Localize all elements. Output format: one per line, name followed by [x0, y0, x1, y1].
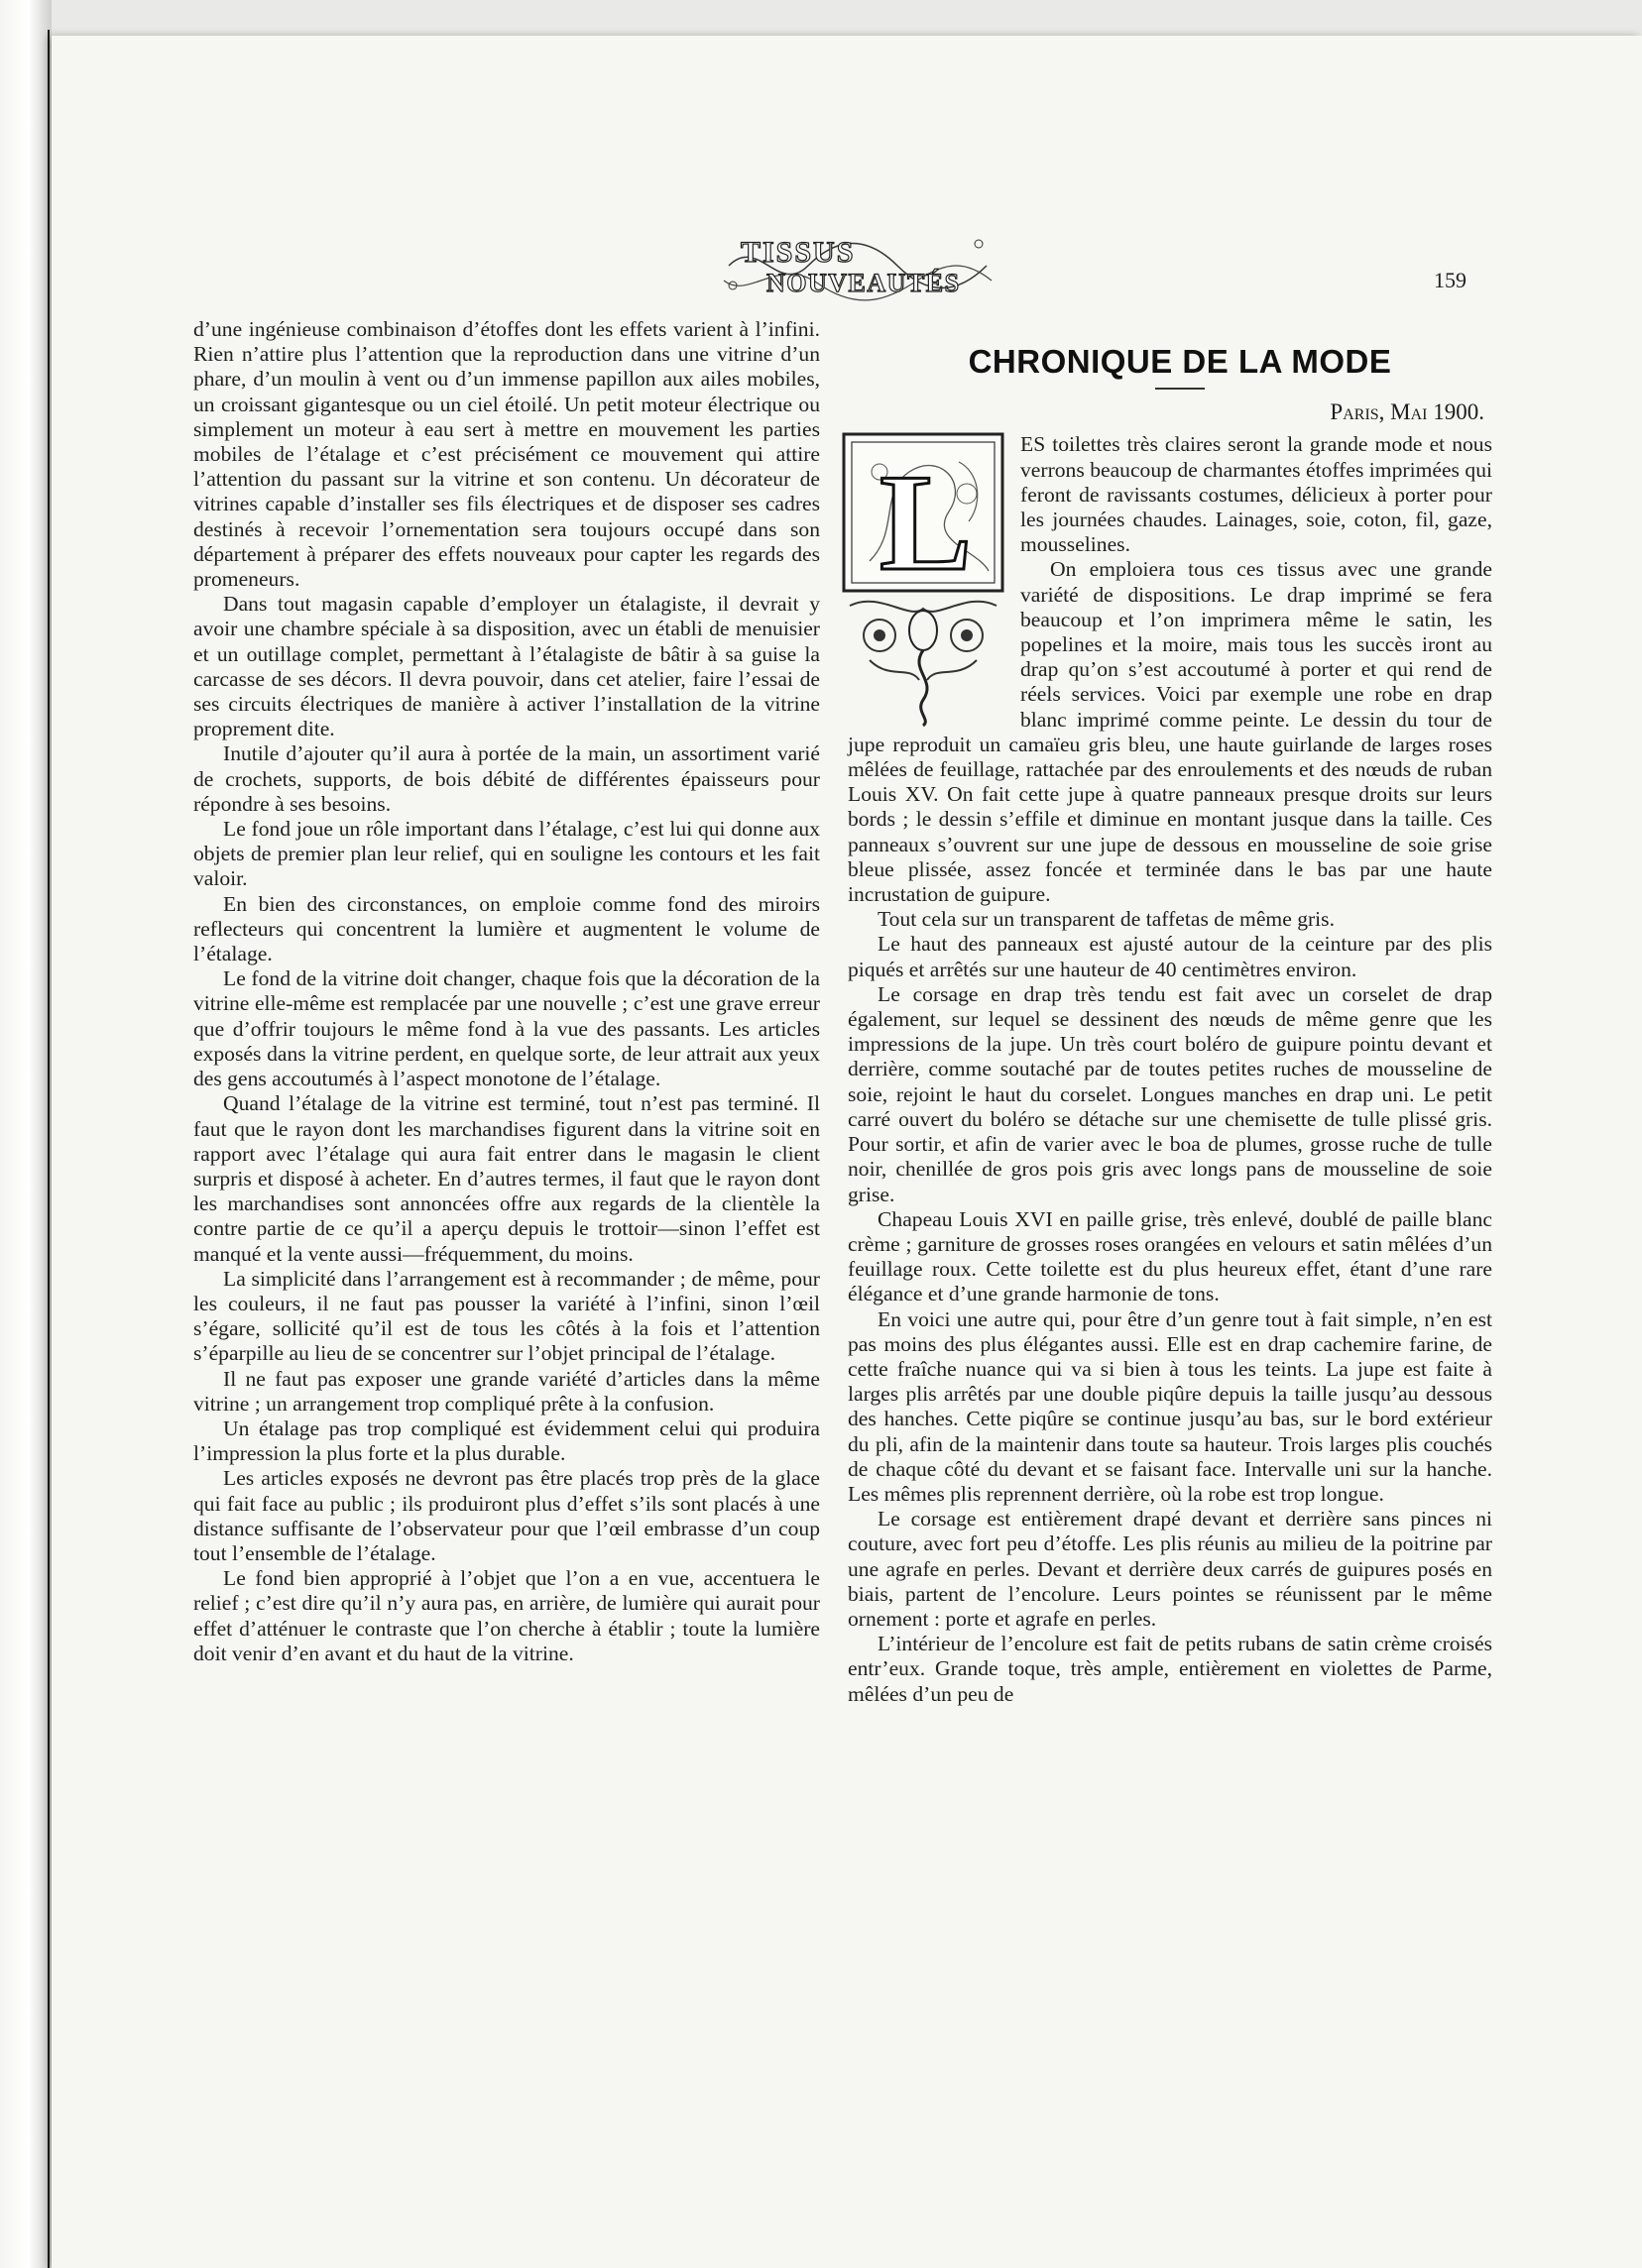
- right-paragraph: Le haut des panneaux est ajusté autour de la ceinture par des plis piqués et arrêtés sur une hauteur de 40 centimètres environ.: [848, 932, 1492, 981]
- article-title: CHRONIQUE DE LA MODE: [968, 343, 1392, 380]
- right-paragraph: Tout cela sur un transparent de taffetas de même gris.: [878, 907, 1335, 932]
- page-number: 159: [1434, 268, 1466, 292]
- left-paragraph: En bien des circonstances, on emploie comme fond des miroirs reflecteurs qui concentrent la lumière et augmentent le volume de l’étalage.: [193, 891, 820, 966]
- adjacent-page-edge: [0, 0, 52, 2268]
- dateline: Paris, Mai 1900.: [1330, 399, 1484, 425]
- title-rule: [1155, 388, 1205, 390]
- left-paragraph: Le fond bien approprié à l’objet que l’on a en vue, accentuera le relief ; c’est dire qu’il n’y aura pas, en arrière, de lumière qui aurait pour effet d’atténuer le contraste que l’on cherche à établir ; toute la lumière doit venir d’en avant et du haut de la vitrine.: [193, 1566, 820, 1665]
- ornamental-drop-cap: [840, 432, 1006, 728]
- left-paragraph: Inutile d’ajouter qu’il aura à portée de la main, un assortiment varié de crochets, supports, de bois débité de différentes épaisseurs pour répondre à ses besoins.: [193, 741, 820, 816]
- svg-text:TISSUS: TISSUS: [741, 236, 856, 269]
- right-paragraph: L’intérieur de l’encolure est fait de petits rubans de satin crème croisés entr’eux. Grande toque, très ample, entièrement en violettes de Parme, mêlées d’un peu de: [848, 1632, 1492, 1706]
- right-paragraph: ES toilettes très claires seront la grande mode et nous verrons beaucoup de charmantes étoffes imprimées qui feront de ravissants costumes, délicieux à porter pour les journées chaudes. Lainages, soie, coton, fil, gaze, mousselines.: [1020, 432, 1492, 557]
- left-paragraph: Dans tout magasin capable d’employer un étalagiste, il devrait y avoir une chambre spéciale à sa disposition, avec un établi de menuisier et un outillage complet, permettant à l’étalagiste de bâtir à sa guise la carcasse de ses décors. Il devra pouvoir, dans cet atelier, faire l’essai de ses circuits électriques de manière à activer l’installation de la vitrine proprement dite.: [193, 592, 820, 741]
- left-column: [193, 317, 820, 1666]
- right-paragraph: Chapeau Louis XVI en paille grise, très enlevé, doublé de paille blanc crème ; garniture de grosses roses orangées en velours et satin mêlées d’un feuillage roux. Cette toilette est du plus heureux effet, étant d’une rare élégance et d’une grande harmonie de tons.: [848, 1206, 1492, 1306]
- left-paragraph: Quand l’étalage de la vitrine est terminé, tout n’est pas terminé. Il faut que le rayon dont les marchandises figurent dans la vitrine soit en rapport avec l’étalage qui aura fait entrer dans le magasin le client surpris et disposé à acheter. En d’autres termes, il faut que le rayon dont les marchandises sont annoncées offre aux regards de la clientèle la contre partie de ce qu’il a aperçu depuis le trottoir—sinon l’effet est manqué et la vente aussi—fréquemment, du moins.: [193, 1091, 820, 1266]
- drop-cap-letter: L: [880, 446, 973, 601]
- left-paragraph: Le fond joue un rôle important dans l’étalage, c’est lui qui donne aux objets de premier plan leur relief, qui en souligne les contours et les fait valoir.: [193, 817, 820, 891]
- left-paragraph: La simplicité dans l’arrangement est à recommander ; de même, pour les couleurs, il ne faut pas pousser la variété à l’infini, sinon l’œil s’égare, sollicité qu’il est de tous les côtés à la fois et l’attention s’éparpille au lieu de se concentrer sur l’objet principal de l’étalage.: [193, 1266, 820, 1366]
- left-paragraph: Le fond de la vitrine doit changer, chaque fois que la décoration de la vitrine elle-même est remplacée par une nouvelle ; c’est une grave erreur que d’offrir toujours le même fond à la vue des passants. Les articles exposés dans la vitrine perdent, en quelque sorte, de leur attrait aux yeux des gens accoutumés à l’aspect monotone de l’étalage.: [193, 966, 820, 1091]
- right-paragraph: Le corsage est entièrement drapé devant et derrière sans pinces ni couture, avec fort peu d’étoffe. Les plis réunis au milieu de la poitrine par une agrafe en perles. Devant et derrière deux carrés de guipures posés en biais, partent de l’encolure. Leurs pointes se réunissent par le même ornement : porte et agrafe en perles.: [848, 1507, 1492, 1631]
- right-paragraph: On emploiera tous ces tissus avec une grande variété de dispositions. Le drap imprimé se fera beaucoup et l’on imprimera même le satin, les popelines et la moire, mais tous les succès iront au drap qu’on s’est accoutumé à porter et qui rend de réels services. Voici par exemple une robe en drap blanc imprimé comme peinte. Le dessin du tour de jupe reproduit un camaïeu gris bleu, une haute guirlande de larges roses mêlées de feuillage, rattachée par des enroulements et des nœuds de ruban Louis XV. On fait cette jupe à quatre panneaux presque droits sur leurs bords ; le dessin s’effile et diminue en montant jusque dans la taille. Ces panneaux s’ouvrent sur une jupe de dessous en mousseline de soie grise bleue plissée, assez foncée et terminée dans le bas par une haute incrustation de guipure.: [848, 557, 1492, 907]
- left-paragraph: d’une ingénieuse combinaison d’étoffes dont les effets varient à l’infini. Rien n’attire plus l’attention que la reproduction dans une vitrine d’un phare, d’un moulin à vent ou d’un immense papillon aux ailes mobiles, un croissant gigantesque ou un ciel étoilé. Un petit moteur électrique ou simplement un moteur à eau sert à mettre en mouvement les parties mobiles de l’étalage et c’est précisément ce mouvement qui attire l’attention du passant sur la vitrine et son contenu. Un décorateur de vitrines capable d’installer ses fils électriques et de disposer ses cadres destinés à recevoir l’ornementation sera toujours occupé dans son département à préparer des effets nouveaux pour capter les regards des promeneurs.: [193, 317, 820, 592]
- binding-line: [48, 30, 50, 2268]
- right-paragraph: En voici une autre qui, pour être d’un genre tout à fait simple, n’en est pas moins des plus élégantes aussi. Elle est en drap cachemire farine, de cette fraîche nuance qui va si bien à tous les teints. La jupe est faite à larges plis arrêtés par une double piqûre depuis la taille jusqu’au dessous des hanches. Cette piqûre se continue jusqu’au bas, sur le bord extérieur du pli, afin de la maintenir dans toute sa hauteur. Trois larges plis couchés de chaque côté du devant et se faisant face. Intervalle uni sur la hanche. Les mêmes plis reprennent derrière, où la robe est trop longue.: [848, 1306, 1492, 1506]
- left-paragraph: Un étalage pas trop compliqué est évidemment celui qui produira l’impression la plus forte et la plus durable.: [193, 1416, 820, 1466]
- left-paragraph: Les articles exposés ne devront pas être placés trop près de la glace qui fait face au public ; ils produiront plus d’effet s’ils sont placés à une distance suffisante de l’observateur pour que l’œil embrasse d’un coup tout l’ensemble de l’étalage.: [193, 1466, 820, 1565]
- right-column: [848, 317, 1492, 1707]
- svg-text:NOUVEAUTÉS: NOUVEAUTÉS: [766, 269, 961, 297]
- right-paragraph: Le corsage en drap très tendu est fait avec un corselet de drap également, sur lequel se dessinent des nœuds de même genre que les impressions de la jupe. Un très court boléro de guipure pointu devant et derrière, comme soutaché par de toutes petites ruches de mousseline de soie, rejoint le haut du corselet. Longues manches en drap uni. Le petit carré ouvert du boléro se détache sur une chemisette de tulle plissé gris. Pour sortir, et afin de varier avec le boa de plumes, grosse ruche de tulle noir, chenillée de gros pois gris avec longs pans de mousseline de soie grise.: [848, 981, 1492, 1206]
- left-paragraph: Il ne faut pas exposer une grande variété d’articles dans la même vitrine ; un arrangement trop compliqué prête à la confusion.: [193, 1366, 820, 1416]
- tissus-nouveautes-logo: [719, 226, 997, 303]
